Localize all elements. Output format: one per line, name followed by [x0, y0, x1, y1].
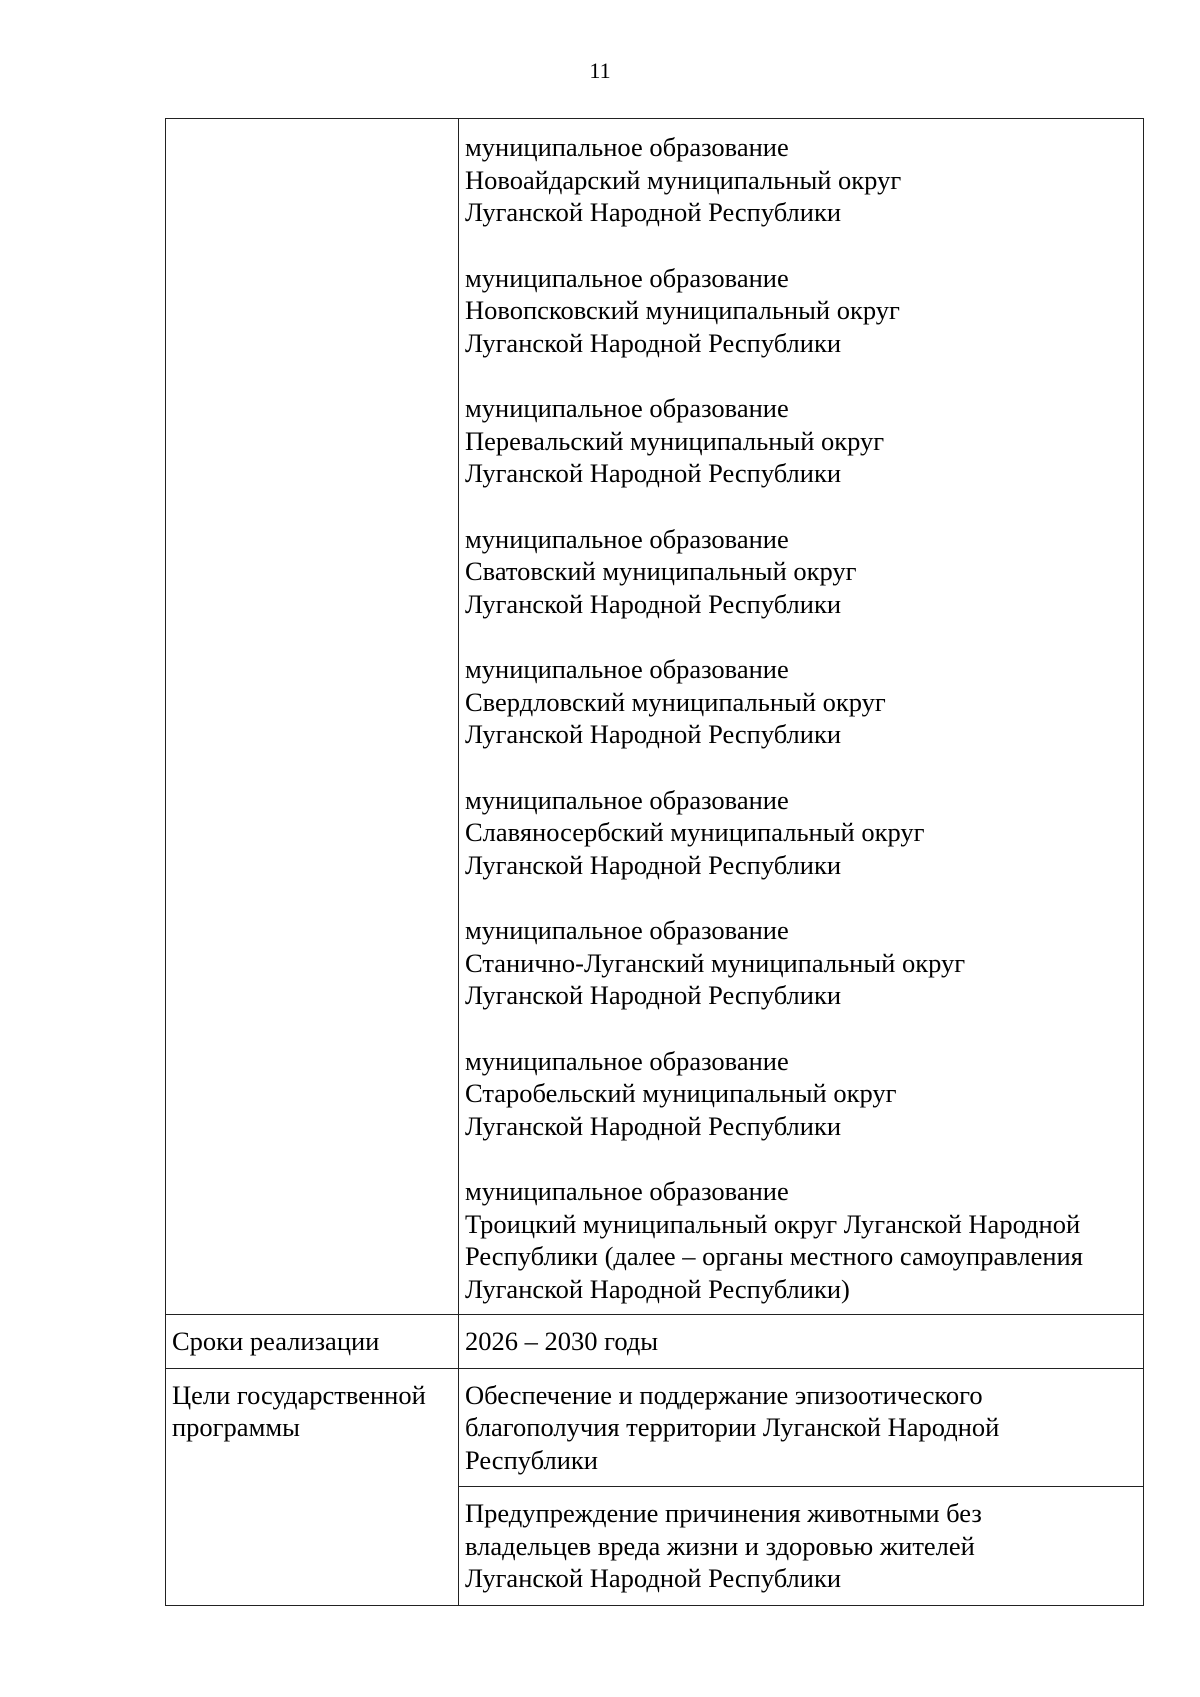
municipality-entry [465, 523, 1137, 621]
municipality-type: муниципальное образование [465, 915, 789, 945]
municipality-region: Луганской Народной Республики [465, 980, 842, 1010]
timeline-value-text: 2026 – 2030 годы [465, 1326, 659, 1356]
timeline-label [166, 1315, 459, 1369]
goal-item [459, 1368, 1144, 1487]
goal-text-line: благополучия территории Луганской Народной [465, 1412, 1000, 1442]
municipality-region: Луганской Народной Республики [465, 849, 842, 880]
municipality-type: муниципальное образование [465, 393, 789, 423]
municipality-note: Республики (далее – органы местного самоуправления [465, 1241, 1083, 1271]
municipality-region: Луганской Народной Республики [465, 327, 842, 358]
municipality-type: муниципальное образование [465, 523, 789, 554]
goals-label-line: Цели государственной [172, 1379, 426, 1410]
participants-label-cell [166, 119, 459, 1315]
municipality-type: муниципальное образование [465, 1045, 789, 1076]
municipality-name: Новопсковский муниципальный округ [465, 295, 900, 325]
program-passport-table [165, 118, 1144, 1606]
municipality-entry [465, 653, 1137, 751]
municipality-type: муниципальное образование [465, 654, 789, 684]
municipality-region: Луганской Народной Республики [465, 197, 842, 227]
goals-row [166, 1368, 1144, 1487]
municipality-region: Луганской Народной Республики [465, 719, 842, 749]
goal-text-line: Обеспечение и поддержание эпизоотического [465, 1379, 983, 1410]
municipality-entry-last [465, 1175, 1137, 1305]
municipality-name: Станично-Луганский муниципальный округ [465, 947, 966, 978]
municipality-note-end: Луганской Народной Республики) [465, 1273, 850, 1304]
timeline-row [166, 1315, 1144, 1369]
municipality-name: Новоайдарский муниципальный округ [465, 164, 902, 195]
municipality-name: Свердловский муниципальный округ [465, 686, 886, 717]
municipality-entry [465, 262, 1137, 360]
municipality-region: Луганской Народной Республики [465, 588, 842, 619]
municipality-entry [465, 784, 1137, 882]
municipality-entry [465, 131, 1137, 229]
participants-list-cell [459, 119, 1144, 1315]
municipality-name: Старобельский муниципальный округ [465, 1078, 897, 1108]
municipality-type: муниципальное образование [465, 1176, 789, 1206]
timeline-value [459, 1315, 1144, 1369]
municipality-type: муниципальное образование [465, 784, 789, 815]
municipality-region: Луганской Народной Республики [465, 458, 842, 488]
goals-label [166, 1368, 459, 1605]
goal-text-line: Предупреждение причинения животными без [465, 1498, 982, 1528]
goal-item [459, 1487, 1144, 1606]
goal-text-line: владельцев вреда жизни и здоровью жителей [465, 1530, 975, 1561]
municipality-type: муниципальное образование [465, 132, 789, 162]
municipality-name: Сватовский муниципальный округ [465, 556, 857, 586]
participants-row [166, 119, 1144, 1315]
timeline-label-text: Сроки реализации [172, 1326, 380, 1356]
municipality-entry [465, 914, 1137, 1012]
municipality-entry [465, 1045, 1137, 1143]
municipality-entry [465, 392, 1137, 490]
goal-text-line: Республики [465, 1444, 598, 1475]
page-number: 11 [589, 58, 611, 83]
goal-text-line: Луганской Народной Республики [465, 1563, 842, 1593]
municipality-name: Перевальский муниципальный округ [465, 425, 885, 456]
municipality-type: муниципальное образование [465, 262, 789, 293]
municipality-name: Троицкий муниципальный округ Луганской Народной [465, 1208, 1081, 1239]
municipality-region: Луганской Народной Республики [465, 1110, 842, 1141]
municipality-name: Славяносербский муниципальный округ [465, 817, 925, 847]
goals-label-line: программы [172, 1412, 300, 1442]
